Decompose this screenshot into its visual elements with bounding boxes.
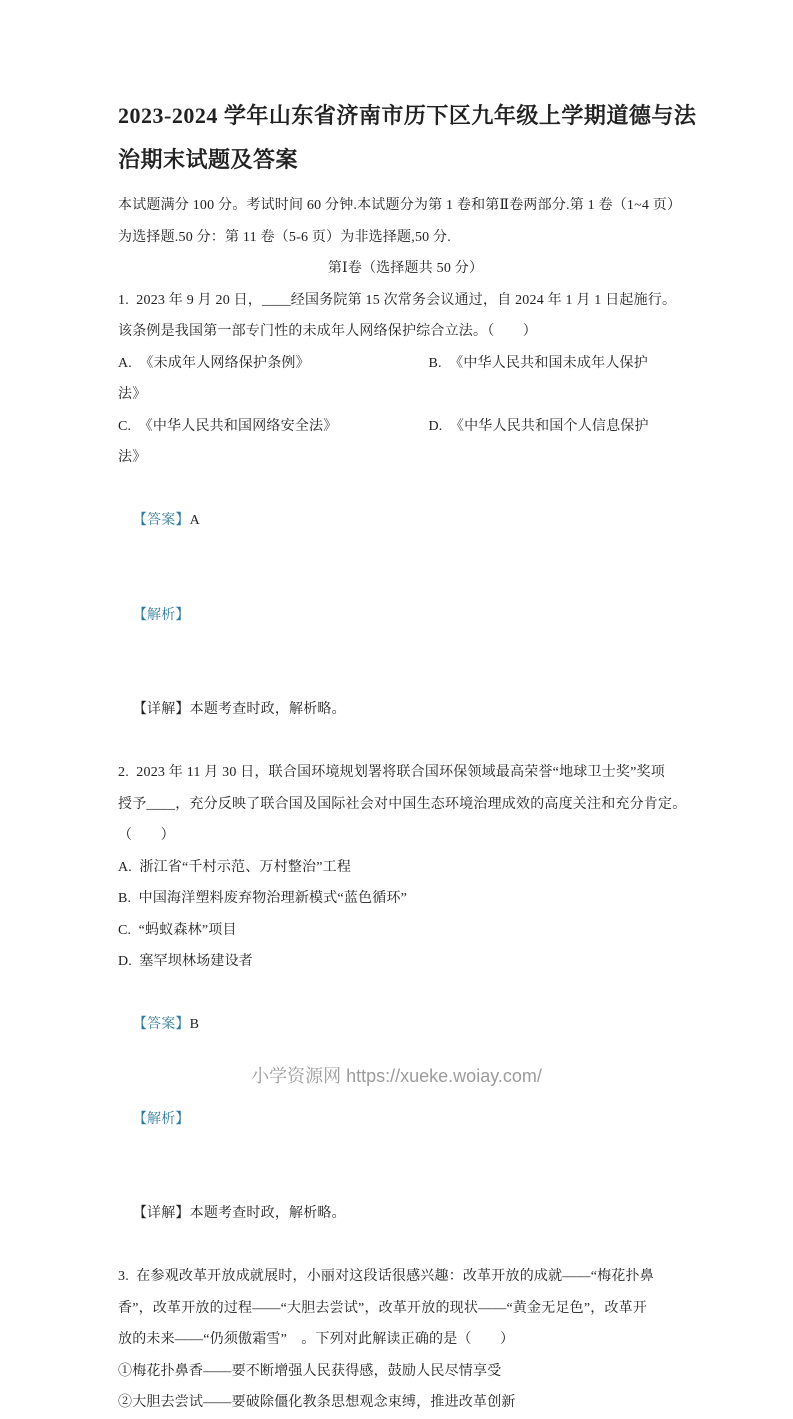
q2-option-a: A. 浙江省“千村示范、万村整治”工程 [118,859,352,875]
document-title-line-2: 治期末试题及答案 [118,147,299,172]
q3-item-2: ②大胆去尝试——要破除僵化教条思想观念束缚，推进改革创新 [118,1395,516,1410]
analysis-label: 【解析】 [132,1111,190,1127]
answer-value: B [189,1017,200,1032]
intro-line-1: 本试题满分 100 分。考试时间 60 分钟.本试题分为第 1 卷和第Ⅱ卷两部分.第 1 卷（1~4 页） [118,198,682,213]
intro-line-2: 为选择题.50 分：第 11 卷（5-6 页）为非选择题,50 分. [118,229,451,245]
q3-item-1: ①梅花扑鼻香——要不断增强人民获得感，鼓励人民尽情享受 [118,1363,502,1379]
q1-stem-line-2: 该条例是我国第一部专门性的未成年人网络保护综合立法。（ ） [118,324,537,339]
q1-answer-line [118,474,693,569]
q2-option-c: C. “蚂蚁森林”项目 [118,922,237,938]
detail-text: 本题考查时政，解析略。 [189,1206,346,1221]
q2-option-d: D. 塞罕坝林场建设者 [118,954,254,969]
q1-option-d: D. 《中华人民共和国个人信息保护 [428,418,649,434]
detail-label: 【详解】 [132,1206,190,1221]
q3-stem-line-2: 香”，改革开放的过程——“大胆去尝试”，改革开放的现状——“黄金无足色”，改革开 [118,1300,648,1316]
document-title [118,94,697,182]
q2-detail-line [118,1167,693,1262]
footer-site-label: 小学资源网 [251,1066,342,1086]
q1-analysis-line [118,568,693,663]
footer-url-link[interactable]: https://xueke.woiay.com/ [346,1066,542,1086]
document-title-line-1: 2023-2024 学年山东省济南市历下区九年级上学期道德与法 [118,103,697,128]
q2-stem-line-2: 授予____，充分反映了联合国及国际社会对中国生态环境治理成效的高度关注和充分肯定。 [118,796,687,812]
q1-detail-line [118,663,693,758]
answer-label: 【答案】 [132,1017,190,1032]
q1-stem-line-1: 1. 2023 年 9 月 20 日，____经国务院第 15 次常务会议通过，自 2024 年 1 月 1 日起施行。 [118,292,677,308]
q1-options-row-1 [118,348,693,380]
q1-option-b-wrap: 法》 [118,387,147,402]
q3-stem-line-3: 放的未来——“仍须傲霜雪” 。下列对此解读正确的是（ ） [118,1332,515,1347]
q2-stem-line-1: 2. 2023 年 11 月 30 日，联合国环境规划署将联合国环保领域最高荣誉“地球卫士奖”奖项 [118,765,665,780]
footer [0,1062,793,1090]
q1-option-b: B. 《中华人民共和国未成年人保护 [428,355,648,371]
q1-option-a: A. 《未成年人网络保护条例》 [118,355,310,371]
q1-option-d-wrap: 法》 [118,450,147,465]
q1-options-row-2 [118,411,693,443]
q3-stem-line-1: 3. 在参观改革开放成就展时，小丽对这段话很感兴趣：改革开放的成就——“梅花扑鼻 [118,1269,654,1284]
analysis-label: 【解析】 [132,607,190,623]
detail-text: 本题考查时政，解析略。 [189,702,346,717]
q2-answer-line [118,978,693,1073]
detail-label: 【详解】 [132,702,190,717]
q2-stem-line-3: （ ） [118,828,175,843]
answer-value: A [189,513,200,528]
q1-option-c: C. 《中华人民共和国网络安全法》 [118,418,338,434]
answer-label: 【答案】 [132,513,190,528]
section-header: 第Ⅰ卷（选择题共 50 分） [327,261,484,276]
q2-option-b: B. 中国海洋塑料废弃物治理新模式“蓝色循环” [118,891,408,906]
